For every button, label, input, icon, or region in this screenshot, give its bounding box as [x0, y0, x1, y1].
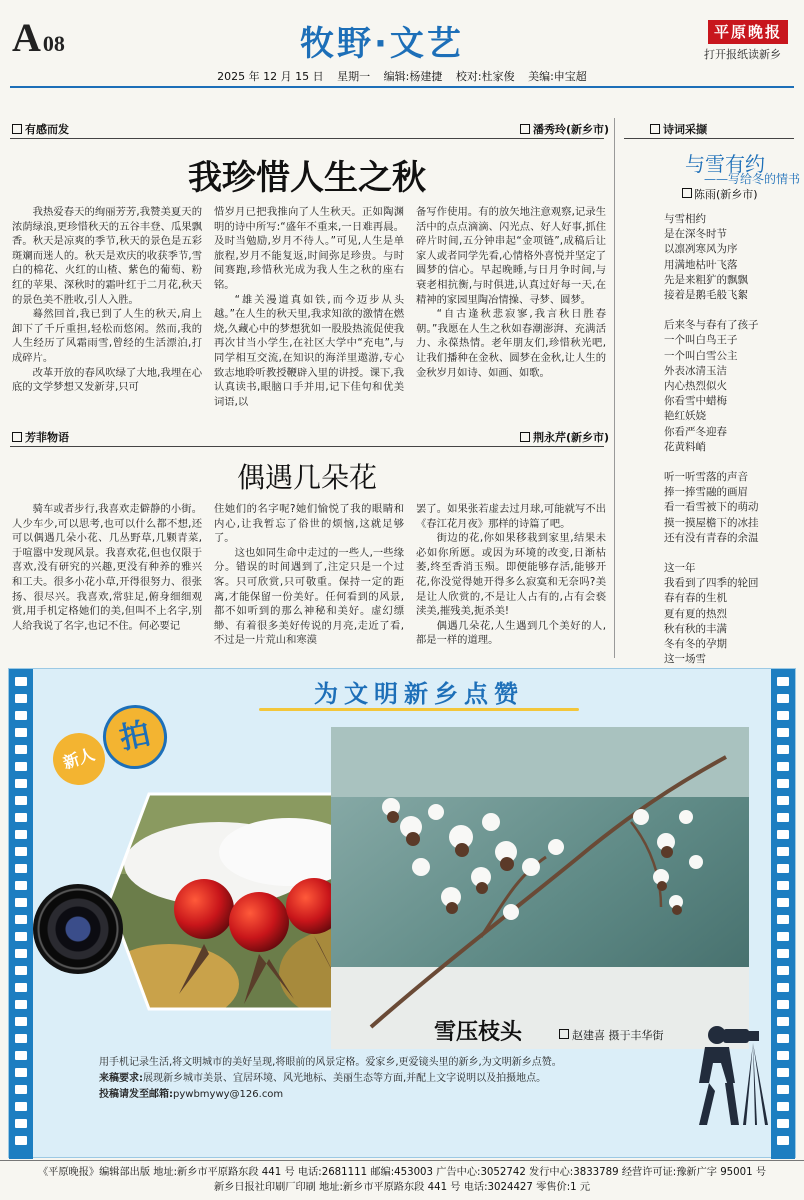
header-divider [10, 86, 794, 88]
paragraph: 住她们的名字呢?她们愉悦了我的眼睛和内心,让我暂忘了俗世的烦恼,这就足够了。 [214, 503, 404, 545]
film-hole [15, 1000, 27, 1009]
email-link[interactable]: pywbmywy@126.com [173, 1089, 284, 1100]
article2-column-2 [214, 502, 404, 652]
poem-line: 艳红妖娆 [664, 410, 706, 423]
film-hole [15, 711, 27, 720]
film-hole [15, 728, 27, 737]
film-hole [777, 1000, 789, 1009]
poem-subtitle: ——写给冬的情书 [703, 172, 800, 186]
paragraph: “自古逢秋悲寂寥,我言秋日胜春朝。”我愿在人生之秋如春潮澎湃、充满活力、永葆热情。老年朋友们,珍惜秋光吧,让我们播种在金秋、圆梦在金秋,让人生的金秋岁月如诗、如画、如歌。 [416, 308, 606, 379]
imprint-footer [0, 1160, 804, 1200]
poem-line: 还有没有青春的余温 [664, 531, 759, 544]
paragraph: 改革开放的春风吹绿了大地,我埋在心底的文学梦想又发新芽,只可 [12, 366, 202, 394]
info-email [99, 1085, 283, 1100]
poem-line: 摸一摸屋檐下的冰挂 [664, 516, 759, 529]
film-hole [777, 983, 789, 992]
poem-title: 与雪有约 [685, 152, 765, 176]
poem-line: 与雪相约 [664, 213, 706, 225]
film-strip-left [9, 669, 33, 1159]
poem-line: 是在深冬时节 [664, 228, 727, 241]
film-hole [777, 1136, 789, 1145]
poem-line: 你看严冬迎春 [664, 425, 727, 438]
photographer-silhouette-icon [669, 1021, 779, 1131]
banner-title: 为文明新乡点赞 [229, 677, 609, 711]
article2-title: 偶遇几朵花 [236, 461, 377, 494]
article2-column-tag: 芳菲物语 [12, 429, 69, 445]
poem-stanza [664, 318, 796, 455]
poem-line: 捧一捧雪融的画眉 [664, 486, 748, 499]
article1-rule [10, 138, 604, 139]
paragraph: 惜岁月已把我推向了人生秋天。正如陶渊明的诗中所写:“盛年不重来,一日难再晨。及时当勉励,岁月不待人。”可见,人生是单旅程,岁月不能复返,时间弥足珍贵。与时间赛跑,珍惜秋光成为我人生之秋的座右铭。 [214, 206, 404, 291]
film-hole [15, 745, 27, 754]
film-hole [777, 677, 789, 686]
film-hole [15, 1102, 27, 1111]
paragraph: 我热爱春天的绚丽芳芳,我赞美夏天的浓荫绿浪,更珍惜秋天的五谷丰登、瓜果飘香。秋天是凉爽的季节,秋天的景色是五彩斑斓而迷人的。秋天是欢庆的收获季节,雪白的棉花、火红的山楂、紫色的葡萄、粉红的苹果、深秋时的霜叶红于二月花,秋天的景色美不胜收,引人入胜。 [12, 206, 202, 306]
film-hole [15, 1068, 27, 1077]
footer-line-1: 《平原晚报》编辑部出版 地址:新乡市平原路东段 441 号 电话:2681111 邮编:453003 广告中心:3052742 发行中心:3833789 经营许可证:豫新广字 95001 号 [37, 1167, 767, 1178]
poem-line: 这一年 [664, 562, 696, 575]
poem-line: 秋有秋的丰满 [664, 622, 727, 635]
poem-line: 后来冬与春有了孩子 [664, 319, 759, 332]
film-hole [15, 932, 27, 941]
poem-line: 以凛冽寒风为序 [664, 243, 738, 256]
article2-column-1 [12, 502, 202, 652]
logo-slogan: 打开报纸读新乡 [704, 48, 781, 61]
poem-line: 春有春的生机 [664, 592, 727, 605]
newspaper-logo: 平原晚报 [708, 20, 788, 44]
poem-stanza [664, 561, 796, 683]
editor: 编辑:杨建捷 [383, 70, 443, 83]
film-hole [15, 1085, 27, 1094]
photo-caption-title: 雪压枝头 [434, 1019, 523, 1045]
new-person-shoot-badge [53, 705, 171, 785]
article1-title: 我珍惜人生之秋 [188, 158, 426, 198]
film-hole [15, 1119, 27, 1128]
film-hole [15, 1051, 27, 1060]
badge-big: 拍 [97, 699, 173, 775]
badge-small: 新人 [46, 726, 112, 792]
film-hole [777, 830, 789, 839]
paragraph: 这也如同生命中走过的一些人,一些缘分。错误的时间遇到了,注定只是一个过客。只可欣赏,只可敬重。保持一定的距离,才能保留一份美好。任何看到的风景,都不如听到的那么神秘和美好。虚幻缥缈、有着很多美好传说的月亮,走近了看,不过是一片荒山和寒漠 [214, 546, 404, 647]
paragraph: 蓦然回首,我已到了人生的秋天,肩上卸下了千斤重担,轻松而悠闲。然而,我的人生经历了风霜雨雪,曾经的生活漂泊,打成碎片。 [12, 308, 202, 364]
poem-line: 一个叫白雪公主 [664, 349, 738, 362]
poem-line: 听一听雪落的声音 [664, 471, 748, 484]
paragraph: 偶遇几朵花,人生遇到几个美好的人,都是一样的道理。 [416, 619, 606, 647]
camera-lens-icon [33, 884, 123, 974]
article1-column-2 [214, 205, 404, 408]
film-hole [777, 813, 789, 822]
poem-line: 夏有夏的热烈 [664, 607, 727, 620]
film-hole [15, 813, 27, 822]
film-hole [15, 677, 27, 686]
film-hole [15, 1136, 27, 1145]
film-hole [15, 796, 27, 805]
article2-column-3 [416, 502, 606, 652]
photo-feature [8, 668, 796, 1158]
film-hole [777, 847, 789, 856]
art-editor: 美编:申宝超 [528, 70, 587, 83]
film-hole [15, 694, 27, 703]
column-divider [614, 118, 615, 658]
film-hole [777, 745, 789, 754]
proofreader: 校对:杜家俊 [455, 70, 515, 83]
snowy-branch-photo [331, 727, 749, 1049]
info-text: 展现新乡城市美景、宜居环境、风光地标、美丽生态等方面,并配上文字说明以及拍摄地点。 [143, 1073, 547, 1084]
film-hole [15, 898, 27, 907]
submission-info [99, 1045, 659, 1131]
paragraph: “雄关漫道真如铁,而今迈步从头越。”在人生的秋天里,我求知欲的激情在燃烧,久藏心中的梦想犹如一股股热流促使我再次甘当小学生,在社区大学中“充电”,与同学相互交流,在知识的海洋里遨游,专心致志地聆听教授鞭辟入里的讲授。课下,我认真读书,眼脑口手并用,记下佳句和优美词语,以 [214, 293, 404, 408]
film-hole [777, 728, 789, 737]
film-hole [15, 1017, 27, 1026]
poem-line: 花黄料峭 [664, 440, 706, 453]
section-title: 牧野·文艺 [300, 24, 464, 64]
film-hole [777, 864, 789, 873]
paragraph: 备写作使用。有的放矢地注意观察,记录生活中的点点滴滴、闪光点、好人好事,抓住碎片时间,五分钟串起“金项链”,成稿后让家人或者同学先看,心情格外喜悦并坚定了圆梦的信心。早起晚睡,与日月争时间,与衰老相抗衡,与时俱进,认真过好每一天,在精神的家园里陶冶情操、寻梦、圆梦。 [416, 206, 606, 306]
paragraph: 骑车或者步行,我喜欢走僻静的小街。人少车少,可以思考,也可以什么都不想,还可以偶遇几朵小花、几丛野草,几颗青菜,于喧嚣中发现风景。我喜欢花,但也仅限于喜欢,没有研究的兴趣,更没有种养的雅兴和工夫。很多小花小草,开得很努力、很张扬、很尽兴。我喜欢,常驻足,俯身细细观赏,用手机定格她们的美,但叫不上名字,别人给我说了名字,也记不住。何必要记 [12, 503, 202, 632]
film-hole [15, 881, 27, 890]
article1-column-3 [416, 205, 606, 395]
poem-line: 这一场雪 [664, 653, 706, 666]
poem-column-tag: 诗词采撷 [650, 121, 707, 137]
paragraph: 街边的花,你如果移栽到家里,结果未必如你所愿。或因为环境的改变,日渐枯萎,终至香消玉殒。即便能够存活,能够开花,你没觉得她开得多么寂寞和无奈吗?美是让人欣赏的,不是让人占有的,占有会亵渎美,摧残美,扼杀美! [416, 532, 606, 618]
film-hole [15, 983, 27, 992]
film-hole [777, 932, 789, 941]
film-hole [777, 711, 789, 720]
date: 2025 年 12 月 15 日 [217, 70, 324, 83]
article2-rule [10, 446, 604, 447]
poem-line: 用满地枯叶飞落 [664, 258, 738, 271]
film-hole [15, 915, 27, 924]
film-hole [777, 898, 789, 907]
info-label: 投稿请发至邮箱: [99, 1089, 173, 1100]
film-hole [777, 915, 789, 924]
poem-line: 接着是鹅毛般飞絮 [664, 289, 748, 302]
film-hole [15, 779, 27, 788]
film-hole [15, 830, 27, 839]
poem-stanza [664, 470, 796, 546]
poem-line: 我看到了四季的轮回 [664, 577, 759, 590]
info-intro: 用手机记录生活,将文明城市的美好呈现,将眼前的风景定格。爱家乡,更爱镜头里的新乡,为文明新乡点赞。 [99, 1057, 562, 1068]
film-hole [15, 966, 27, 975]
film-hole [777, 796, 789, 805]
paragraph: 罢了。如果张若虚去过月球,可能就写不出《春江花月夜》那样的诗篇了吧。 [416, 503, 606, 530]
film-hole [15, 864, 27, 873]
poem-line: 看一看雪被下的萌动 [664, 501, 759, 514]
film-hole [777, 949, 789, 958]
film-hole [15, 762, 27, 771]
film-hole [15, 949, 27, 958]
dateline [0, 68, 804, 86]
article1-byline: 潘秀玲(新乡市) [520, 121, 609, 137]
poem-line: 一个叫白鸟王子 [664, 334, 738, 347]
article1-column-1 [12, 205, 202, 395]
poem-body [664, 212, 796, 698]
poem-stanza [664, 212, 796, 303]
poem-rule [624, 138, 794, 139]
film-hole [777, 966, 789, 975]
poem-line: 先是来粗犷的飘飘 [664, 273, 748, 286]
page-number: A08 [12, 15, 65, 60]
film-hole [777, 779, 789, 788]
poem-line: 外表冰清玉洁 [664, 364, 727, 377]
footer-line-2: 新乡日报社印刷厂印刷 地址:新乡市平原路东段 441 号 电话:3024427 零售价:1 元 [213, 1182, 591, 1193]
masthead [0, 0, 804, 68]
film-hole [777, 762, 789, 771]
poem-line: 冬有冬的孕期 [664, 638, 727, 651]
film-hole [15, 1034, 27, 1043]
film-hole [777, 881, 789, 890]
info-requirements [99, 1069, 546, 1084]
film-hole [15, 847, 27, 856]
weekday: 星期一 [337, 70, 371, 83]
poem-line: 内心热烈似火 [664, 380, 727, 393]
info-label: 来稿要求: [99, 1073, 143, 1084]
photo-credit: 赵建喜 摄于丰华街 [559, 1027, 664, 1043]
film-hole [777, 694, 789, 703]
article2-byline: 荆永芹(新乡市) [520, 429, 609, 445]
poem-line: 你看雪中蜡梅 [664, 395, 727, 408]
poem-author: 陈雨(新乡市) [682, 186, 758, 202]
article1-column-tag: 有感而发 [12, 121, 69, 137]
